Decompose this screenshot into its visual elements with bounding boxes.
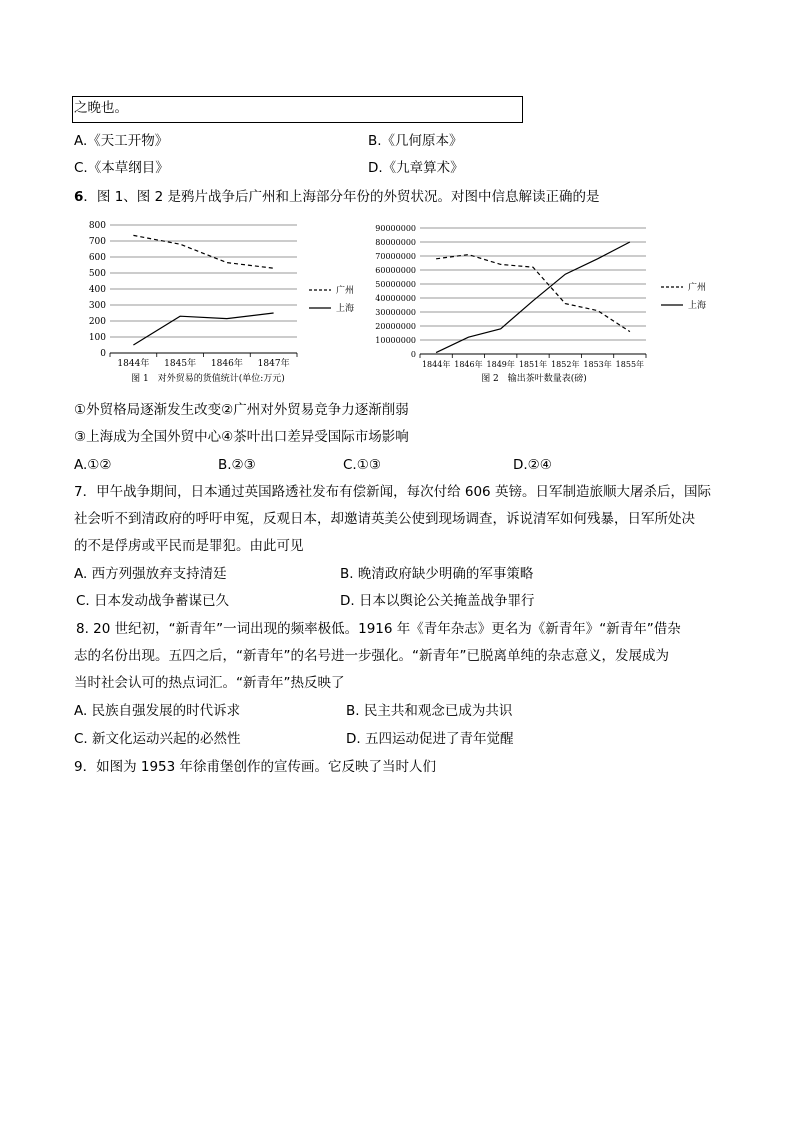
legend-label: 上海: [688, 301, 707, 311]
y-tick-label: 20000000: [375, 322, 416, 331]
series-line-guangzhou: [436, 255, 630, 332]
q6-statement-2: ③上海成为全国外贸中心④茶叶出口差异受国际市场影响: [74, 429, 409, 445]
x-tick-label: 1855年: [615, 360, 645, 369]
y-tick-label: 0: [100, 349, 106, 359]
chart2-svg: [364, 218, 716, 390]
y-tick-label: 10000000: [375, 336, 416, 345]
q7-line-1: 7．甲午战争期间，日本通过英国路透社发布有偿新闻，每次付给 606 英镑。日军制造旅顺大屠杀后，国际: [74, 484, 711, 500]
q5-option-a: A.《天工开物》: [74, 133, 169, 149]
y-tick-label: 40000000: [375, 294, 416, 303]
x-tick-label: 1846年: [210, 359, 243, 369]
series-line-shanghai: [436, 242, 630, 353]
q7-option-b: B. 晚清政府缺少明确的军事策略: [340, 566, 534, 582]
q5-box-text: 之晚也。: [74, 100, 128, 116]
x-tick-label: 1853年: [583, 360, 612, 369]
q6-option-c: C.①③: [343, 457, 381, 473]
series-line-shanghai: [133, 313, 273, 345]
y-tick-label: 0: [410, 350, 416, 359]
chart2-caption: 图 2 输出茶叶数量表(磅): [481, 374, 587, 384]
x-tick-label: 1844年: [117, 359, 150, 369]
legend-label: 上海: [336, 304, 355, 314]
q8-line-3: 当时社会认可的热点词汇。“新青年”热反映了: [74, 675, 345, 691]
q5-option-c: C.《本草纲目》: [74, 160, 169, 176]
x-tick-label: 1845年: [164, 359, 197, 369]
q6-option-b: B.②③: [218, 457, 256, 473]
y-tick-label: 200: [88, 317, 106, 327]
x-tick-label: 1852年: [551, 360, 580, 369]
x-tick-label: 1851年: [518, 360, 548, 369]
y-tick-label: 300: [88, 301, 106, 311]
q7-option-a: A. 西方列强放弃支持清廷: [74, 566, 227, 582]
x-tick-label: 1844年: [421, 360, 451, 369]
q5-text-box: [72, 96, 523, 123]
q6-stem: 6．图 1、图 2 是鸦片战争后广州和上海部分年份的外贸状况。对图中信息解读正确的是: [74, 189, 600, 205]
q5-option-d: D.《九章算术》: [368, 160, 464, 176]
y-tick-label: 90000000: [375, 224, 416, 233]
q6-statement-1: ①外贸格局逐渐发生改变②广州对外贸易竞争力逐渐削弱: [74, 402, 409, 418]
chart1-svg: [84, 218, 370, 390]
q8-option-c: C. 新文化运动兴起的必然性: [74, 731, 241, 747]
q7-option-d: D. 日本以舆论公关掩盖战争罪行: [340, 593, 535, 609]
y-tick-label: 80000000: [375, 238, 416, 247]
q6-option-d: D.②④: [513, 457, 552, 473]
q9-stem: 9．如图为 1953 年徐甫堡创作的宣传画。它反映了当时人们: [74, 759, 437, 775]
y-tick-label: 700: [88, 237, 106, 247]
q7-line-2: 社会听不到清政府的呼吁申冤，反观日本，却邀请英美公使到现场调查，诉说清军如何残暴，日军所处决: [74, 511, 695, 527]
q7-line-3: 的不是俘虏或平民而是罪犯。由此可见: [74, 538, 304, 554]
q8-line-2: 志的名份出现。五四之后，“新青年”的名号进一步强化。“新青年”已脱离单纯的杂志意义，发展成为: [74, 648, 669, 664]
y-tick-label: 400: [88, 285, 106, 295]
legend-label: 广州: [688, 283, 707, 293]
q5-option-b: B.《几何原本》: [368, 133, 463, 149]
y-tick-label: 100: [88, 333, 106, 343]
y-tick-label: 800: [88, 221, 106, 231]
q7-option-c: C. 日本发动战争蓄谋已久: [76, 593, 230, 609]
x-tick-label: 1849年: [486, 360, 515, 369]
q8-line-1: 8. 20 世纪初，“新青年”一词出现的频率极低。1916 年《青年杂志》更名为《新青年》“新青年”借杂: [76, 621, 681, 637]
y-tick-label: 30000000: [375, 308, 416, 317]
q6-option-a: A.①②: [74, 457, 112, 473]
x-tick-label: 1846年: [454, 360, 483, 369]
y-tick-label: 50000000: [375, 280, 416, 289]
y-tick-label: 70000000: [375, 252, 416, 261]
q8-option-a: A. 民族自强发展的时代诉求: [74, 703, 241, 719]
series-line-guangzhou: [133, 235, 273, 268]
x-tick-label: 1847年: [257, 359, 290, 369]
legend-label: 广州: [336, 286, 355, 296]
y-tick-label: 60000000: [375, 266, 416, 275]
q8-option-b: B. 民主共和观念已成为共识: [346, 703, 513, 719]
y-tick-label: 600: [88, 253, 106, 263]
y-tick-label: 500: [88, 269, 106, 279]
q8-option-d: D. 五四运动促进了青年觉醒: [346, 731, 514, 747]
chart1-caption: 图 1 对外贸易的货值统计(单位:万元): [131, 374, 285, 384]
